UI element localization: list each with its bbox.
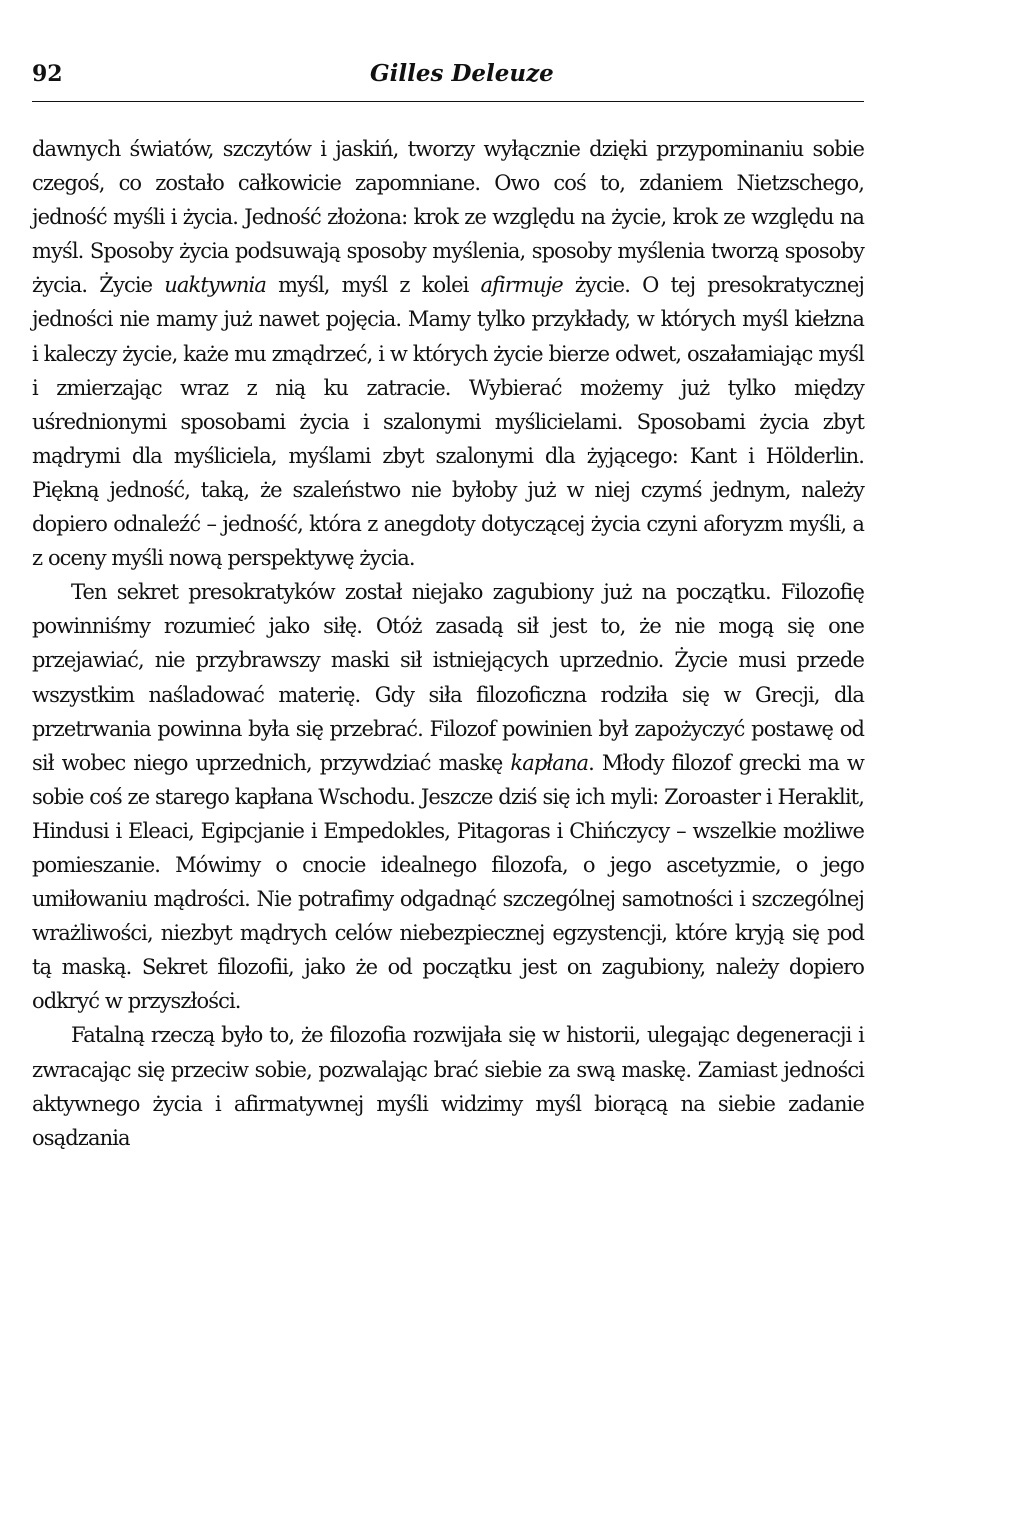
body-text xyxy=(32,132,864,1155)
paragraph-2: Ten sekret presokratyków został niejako zagubiony już na początku. Filozofię powinniśmy rozumieć jako siłę. Otóż zasadą sił jest to, że nie mogą się one przejawiać, nie przybrawszy maski sił istniejących uprzednio. Życie musi przede wszystkim naśladować materię. Gdy siła filozoficzna rodziła się w Grecji, dla przetrwania powinna była się przebrać. Filozof powinien był zapożyczyć postawę od sił wobec niego uprzednich, przywdziać maskę kapłana. Młody filozof grecki ma w sobie coś ze starego kapłana Wschodu. Jeszcze dziś się ich myli: Zoroaster i Heraklit, Hindusi i Eleaci, Egipcjanie i Empedokles, Pitagoras i Chińczycy – wszelkie możliwe pomieszanie. Mówimy o cnocie idealnego filozofa, o jego ascetyzmie, o jego umiłowaniu mądrości. Nie potrafimy odgadnąć szczególnej samotności i szczególnej wrażliwości, niezbyt mądrych celów niebezpiecznej egzystencji, które kryją się pod tą maską. Sekret filozofii, jako że od początku jest on zagubiony, należy dopiero odkryć w przyszłości. xyxy=(32,580,864,1014)
paragraph-3: Fatalną rzeczą było to, że filozofia rozwijała się w historii, ulegając degeneracji i zwracając się przeciw sobie, pozwalając brać siebie za swą maskę. Zamiast jedności aktywnego życia i afirmatywnej myśli widzimy myśl biorącą na siebie zadanie osądzania xyxy=(32,1023,864,1150)
page-number: 92 xyxy=(32,61,63,87)
page-header xyxy=(32,58,864,98)
paragraph-1: dawnych światów, szczytów i jaskiń, tworzy wyłącznie dzięki przypominaniu sobie czegoś, co zostało całkowicie zapomniane. Owo coś to, zdaniem Nietzschego, jedność myśli i życia. Jedność złożona: krok ze względu na życie, krok ze względu na myśl. Sposoby życia podsuwają sposoby myślenia, sposoby myślenia tworzą sposoby życia. Życie uaktywnia myśl, myśl z kolei afirmuje życie. O tej presokratycznej jedności nie mamy już nawet pojęcia. Mamy tylko przykłady, w których myśl kiełzna i kaleczy życie, każe mu zmądrzeć, i w których życie bierze odwet, oszałamiając myśl i zmierzając wraz z nią ku zatracie. Wybierać możemy już tylko między uśrednionymi sposobami życia i szalonymi myślicielami. Sposobami życia zbyt mądrymi dla myśliciela, myślami zbyt szalonymi dla żyjącego: Kant i Hölderlin. Piękną jedność, taką, że szaleństwo nie byłoby już w niej czymś jednym, należy dopiero odnaleźć – jedność, która z anegdoty dotyczącej życia czyni aforyzm myśli, a z oceny myśli nową perspektywę życia. xyxy=(32,137,864,571)
running-title: Gilles Deleuze xyxy=(370,60,554,87)
header-rule xyxy=(32,101,864,102)
